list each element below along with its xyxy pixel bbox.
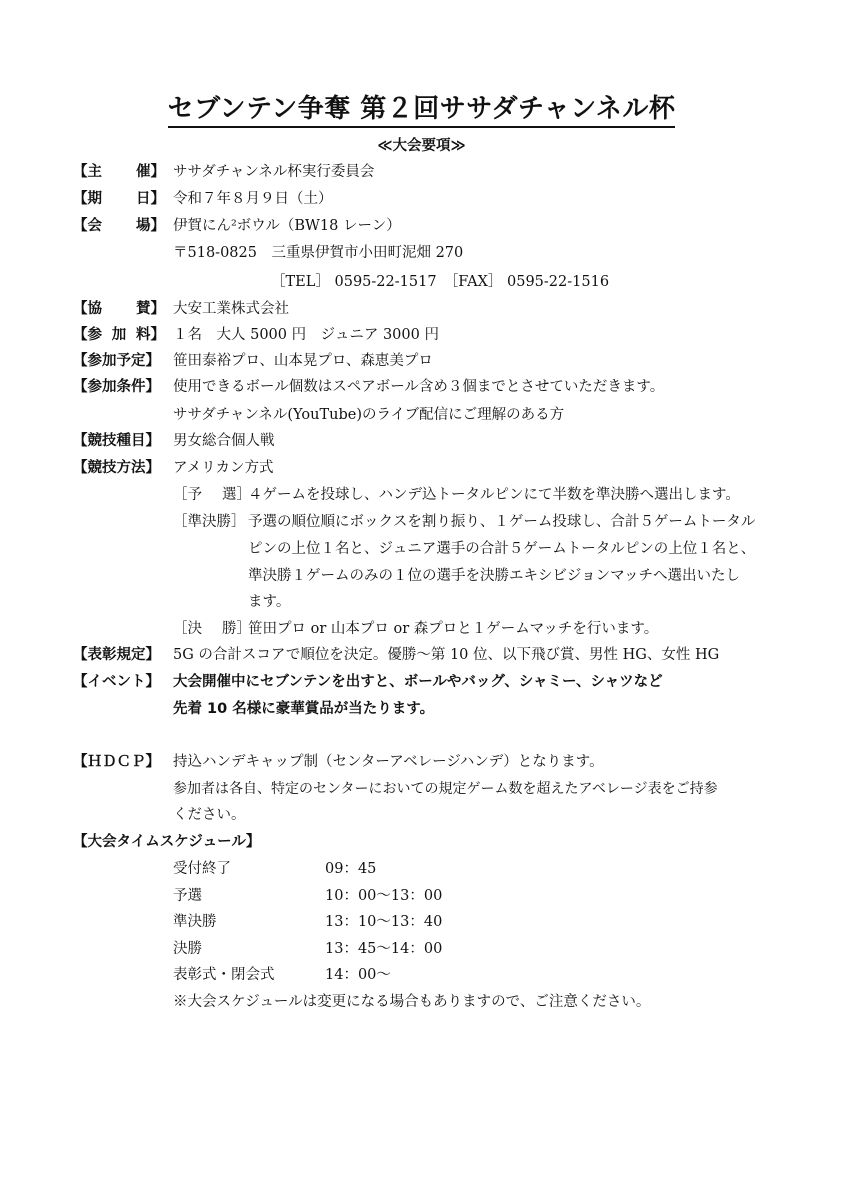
players-value: 笹田泰裕プロ、山本晃プロ、森恵美プロ (173, 353, 433, 369)
awards-value: 5G の合計スコアで順位を決定。優勝～第 10 位、以下飛び賞、男性 HG、女性 HG (173, 647, 720, 663)
schedule-item-time: 13：10～13：40 (325, 914, 443, 930)
event-type-value: 男女総合個人戦 (173, 433, 275, 449)
date-value: 令和７年８月９日（土） (173, 191, 333, 207)
venue-address: 〒518-0825 三重県伊賀市小田町泥畑 270 (173, 245, 464, 261)
semi-text-4: ます。 (248, 594, 291, 610)
label-char: 勝］ (222, 621, 251, 637)
label-char: 【会 (73, 218, 102, 234)
conditions-line1: 使用できるボール個数はスペアボール含め３個までとさせていただきます。 (173, 379, 665, 395)
event-type-label: 【競技種目】 (73, 433, 160, 449)
semi-label: ［準決勝］ (173, 514, 246, 530)
hdcp-label: 【ＨＤＣＰ】 (73, 754, 160, 770)
label-char: 賛】 (136, 301, 165, 317)
label-char: 加 (111, 327, 127, 343)
event-label: 【イベント】 (73, 674, 160, 690)
hdcp-line2: 参加者は各自、特定のセンターにおいての規定ゲーム数を超えたアベレージ表をご持参 (173, 781, 718, 797)
players-label: 【参加予定】 (73, 353, 160, 369)
conditions-line2: ササダチャンネル(YouTube)のライブ配信にご理解のある方 (173, 407, 565, 423)
schedule-item-name: 予選 (173, 888, 202, 904)
sponsor-label (73, 299, 165, 319)
schedule-item-name: 準決勝 (173, 914, 217, 930)
fee-label (73, 325, 165, 345)
subtitle: ≪大会要項≫ (377, 138, 466, 154)
title-text: セブンテン争奪 第２回ササダチャンネル杯 (168, 94, 676, 128)
label-char: 【期 (73, 191, 102, 207)
label-char: 【協 (73, 301, 102, 317)
label-char: ［予 (173, 487, 202, 503)
schedule-item-time: 14：00～ (325, 967, 391, 983)
awards-label: 【表彰規定】 (73, 647, 160, 663)
label-char: 料】 (136, 327, 165, 343)
hdcp-line1: 持込ハンデキャップ制（センターアベレージハンデ）となります。 (173, 754, 604, 770)
prelim-label (173, 485, 251, 505)
method-value: アメリカン方式 (173, 460, 274, 476)
schedule-item-name: 受付終了 (173, 861, 231, 877)
venue-value: 伊賀にん²ボウル（BW18 レーン） (173, 218, 401, 234)
venue-label (73, 216, 165, 236)
schedule-item-time: 09：45 (325, 861, 377, 877)
label-char: ［決 (173, 621, 202, 637)
semi-text-1: 予選の順位順にボックスを割り振り、１ゲーム投球し、合計５ゲームトータル (248, 514, 756, 530)
semi-text-2: ピンの上位１名と、ジュニア選手の合計５ゲームトータルピンの上位１名と、 (248, 541, 756, 557)
fee-value: １名 大人 5000 円 ジュニア 3000 円 (173, 327, 439, 343)
date-label (73, 189, 165, 209)
final-label (173, 619, 251, 639)
organizer-label (73, 162, 165, 182)
label-char: 【参 (73, 327, 102, 343)
page-title (0, 88, 843, 125)
schedule-item-time: 10：00～13：00 (325, 888, 443, 904)
semi-text-3: 準決勝１ゲームのみの１位の選手を決勝エキシビジョンマッチへ選出いたし (248, 568, 740, 584)
schedule-note: ※大会スケジュールは変更になる場合もありますので、ご注意ください。 (173, 994, 651, 1010)
final-text: 笹田プロ or 山本プロ or 森プロと１ゲームマッチを行います。 (248, 621, 659, 637)
organizer-value: ササダチャンネル杯実行委員会 (173, 164, 375, 180)
event-line1: 大会開催中にセブンテンを出すと、ボールやバッグ、シャミー、シャツなど (173, 674, 663, 690)
schedule-item-name: 表彰式・閉会式 (173, 967, 275, 983)
method-label: 【競技方法】 (73, 460, 160, 476)
conditions-label: 【参加条件】 (73, 379, 160, 395)
sponsor-value: 大安工業株式会社 (173, 301, 289, 317)
hdcp-line3: ください。 (173, 807, 246, 823)
label-char: 日】 (136, 191, 165, 207)
schedule-item-name: 決勝 (173, 941, 202, 957)
label-char: 【主 (73, 164, 102, 180)
label-char: 催】 (136, 164, 165, 180)
label-char: 選］ (222, 487, 251, 503)
schedule-label: 【大会タイムスケジュール】 (73, 834, 261, 850)
schedule-item-time: 13：45～14：00 (325, 941, 443, 957)
venue-contact: ［TEL］ 0595-22-1517 ［FAX］ 0595-22-1516 (271, 274, 610, 290)
label-char: 場】 (136, 218, 165, 234)
event-line2: 先着 10 名様に豪華賞品が当たります。 (173, 701, 435, 717)
prelim-text: ４ゲームを投球し、ハンデ込トータルピンにて半数を準決勝へ選出します。 (248, 487, 740, 503)
